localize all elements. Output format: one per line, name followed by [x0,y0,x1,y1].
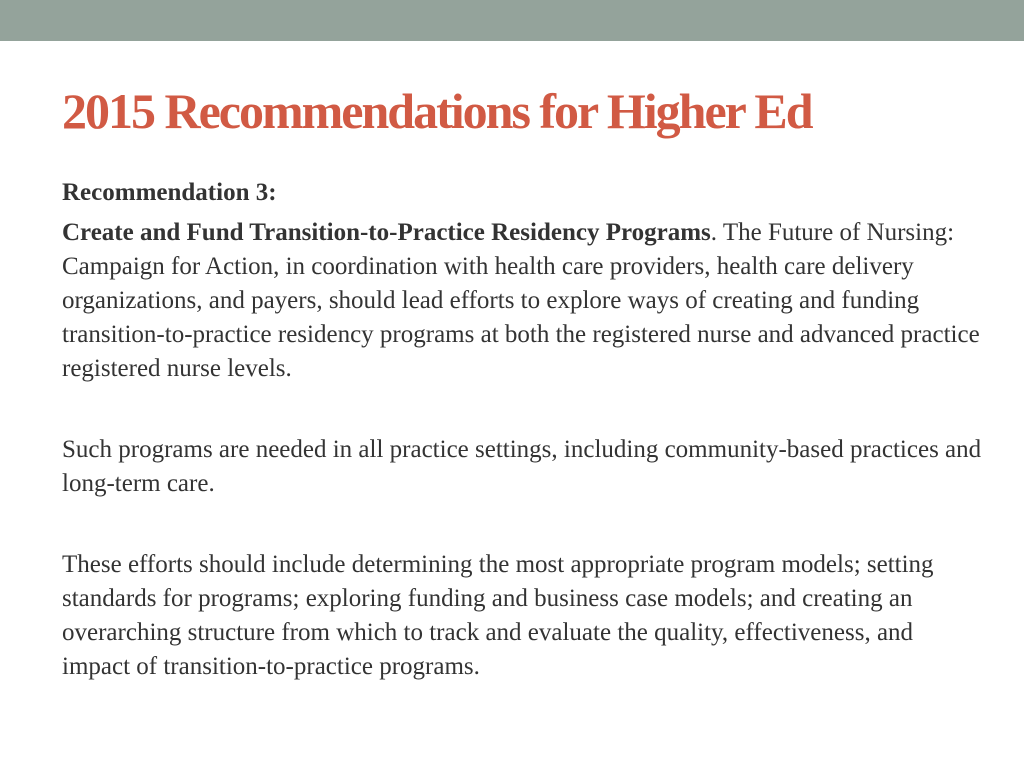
slide-title: 2015 Recommendations for Higher Ed [62,83,812,139]
recommendation-text: . The Future of Nursing: Campaign for Action, in coordination with health care providers, health care delivery organizations, and payers, should lead efforts to explore ways of creating and funding transition-to-practice residency programs at both the registered nurse and advanced practice registered nurse levels. [62,219,980,382]
efforts-paragraph: These efforts should include determining the most appropriate program models; setting standards for programs; exploring funding and business case models; and creating an overarching structure from which to track and evaluate the quality, effectiveness, and impact of transition-to-practice programs. [62,551,934,680]
recommendation-heading: Create and Fund Transition-to-Practice Residency Programs [62,219,711,246]
recommendation-paragraph [62,216,982,386]
slide-top-bar [0,0,1024,41]
practice-settings-paragraph: Such programs are needed in all practice settings, including community-based practices and long-term care. [62,436,982,497]
recommendation-label: Recommendation 3: [62,179,277,206]
slide-body [62,176,982,684]
